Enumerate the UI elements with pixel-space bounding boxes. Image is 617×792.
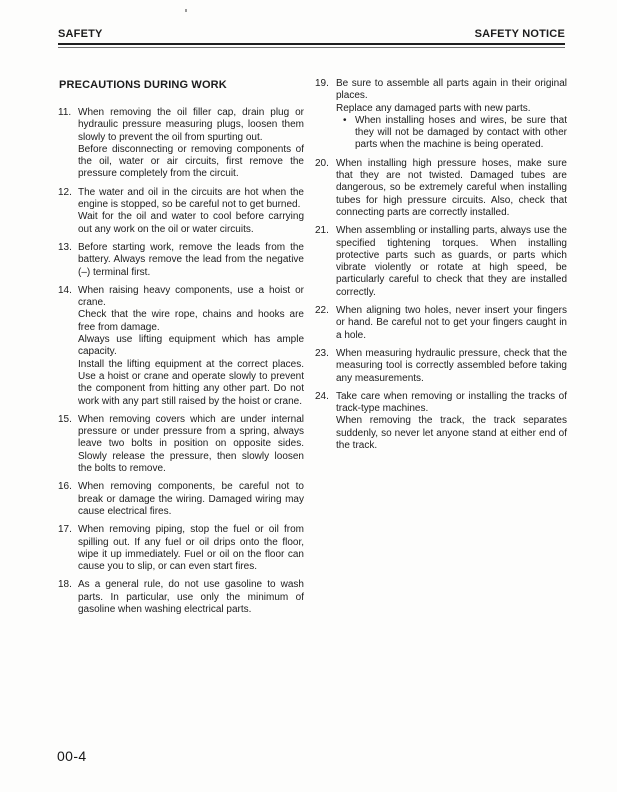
page-content [58, 78, 567, 622]
paragraph: When removing components, be careful not to break or damage the wiring. Damaged wiring may cause electrical fires. [78, 481, 304, 517]
list-item-text [336, 78, 567, 152]
paragraph: Be sure to assemble all parts again in their original places. [336, 78, 567, 102]
paragraph: Before starting work, remove the leads from the battery. Always remove the lead from the negative (–) terminal first. [78, 241, 304, 278]
list-item-text [336, 158, 567, 219]
right-column [315, 78, 567, 622]
list-item [58, 524, 304, 573]
list-item-text [78, 414, 304, 475]
paragraph: When removing the oil filler cap, drain plug or hydraulic pressure measuring plugs, loosen them slowly to prevent the oil from spurting out. [78, 107, 304, 143]
paragraph: Wait for the oil and water to cool before carrying out any work on the oil or water circuits. [78, 211, 304, 235]
list-item-number: 12. [58, 186, 72, 198]
section-title: PRECAUTIONS DURING WORK [59, 79, 227, 91]
list-item-text [336, 225, 567, 299]
paragraph: When removing the track, the track separates suddenly, so never let anyone stand at either end of the track. [336, 415, 567, 452]
list-item [58, 107, 304, 181]
list-item [58, 481, 304, 518]
list-item [58, 579, 304, 616]
header-rule [58, 47, 565, 48]
paragraph: As a general rule, do not use gasoline to wash parts. In particular, use only the minimum of gasoline when washing electrical parts. [78, 579, 304, 615]
paragraph: When measuring hydraulic pressure, check that the measuring tool is correctly assembled before taking any measurements. [336, 347, 567, 384]
list-item [58, 285, 304, 408]
paragraph: Always use lifting equipment which has ample capacity. [78, 334, 304, 358]
list-item-text [78, 285, 304, 408]
paragraph: Install the lifting equipment at the correct places. Use a hoist or crane and operate slowly to prevent the component from hitting any other part. Do not work with any part still raised by the hoist or crane. [78, 358, 304, 407]
list-item-number: 23. [315, 347, 329, 359]
paragraph: When aligning two holes, never insert your fingers or hand. Be careful not to get your fingers caught in a hole. [336, 305, 567, 341]
list-item-text [78, 481, 304, 518]
page-number: 00-4 [57, 748, 87, 764]
list-item-text [78, 187, 304, 236]
list-item-number: 22. [315, 305, 329, 317]
list-item-number: 19. [315, 78, 329, 89]
page-header [58, 28, 565, 45]
left-column [58, 78, 304, 622]
paragraph: Check that the wire rope, chains and hooks are free from damage. [78, 309, 304, 333]
bullet-item [336, 115, 567, 152]
list-item-number: 16. [58, 481, 72, 493]
list-item [315, 225, 567, 299]
list-item-number: 18. [58, 579, 72, 591]
list-item-number: 17. [58, 524, 72, 536]
paragraph: Replace any damaged parts with new parts. [336, 102, 531, 114]
header-section-label: SAFETY [58, 28, 103, 40]
list-item-text [78, 242, 304, 279]
list-item-number: 24. [315, 390, 329, 402]
list-item-text [336, 391, 567, 452]
list-item-number: 20. [315, 157, 329, 169]
list-item-text [78, 579, 304, 616]
paragraph: The water and oil in the circuits are hot when the engine is stopped, so be careful not to get burned. [78, 186, 304, 211]
paragraph: When installing hoses and wires, be sure that they will not be damaged by contact with other parts when the machine is being operated. [355, 114, 567, 151]
list-item [58, 414, 304, 475]
paragraph: When raising heavy components, use a hoist or crane. [78, 284, 304, 309]
paragraph: When assembling or installing parts, always use the specified tightening torques. When installing protective parts such as guards, or parts which vibrate violently or rotate at high speed, be particularly careful to check that they are installed correctly. [336, 225, 567, 298]
paragraph: When installing high pressure hoses, make sure that they are not twisted. Damaged tubes are dangerous, so be extremely careful when installing tubes for high pressure circuits. Also, check that connecting parts are correctly installed. [336, 157, 567, 218]
list-item [315, 158, 567, 219]
list-item-number: 21. [315, 225, 329, 237]
list-item-number: 15. [58, 413, 72, 425]
paragraph: Before disconnecting or removing components of the oil, water or air circuits, first remove the pressure completely from the circuit. [78, 143, 304, 180]
list-item [315, 305, 567, 342]
paragraph: When removing covers which are under internal pressure or under pressure from a spring, always leave two bolts in position on opposite sides. Slowly release the pressure, then slowly loosen the bolts to remove. [78, 413, 304, 475]
list-item [315, 391, 567, 452]
header-chapter-label: SAFETY NOTICE [474, 28, 565, 40]
list-item-text [78, 524, 304, 573]
list-item-text [336, 348, 567, 385]
bullet-icon: • [343, 114, 347, 126]
list-item-number: 14. [58, 284, 72, 296]
list-item-text [78, 107, 304, 181]
paragraph: Take care when removing or installing the tracks of track-type machines. [336, 390, 567, 415]
list-item [315, 78, 567, 152]
list-item [58, 242, 304, 279]
list-item-number: 11. [58, 107, 72, 118]
list-item [315, 348, 567, 385]
list-item-text [336, 305, 567, 342]
scan-speck [185, 9, 187, 12]
list-item [58, 187, 304, 236]
paragraph: When removing piping, stop the fuel or oil from spilling out. If any fuel or oil drips onto the floor, wipe it up immediately. Fuel or oil on the floor can cause you to slip, or can even start fires. [78, 524, 304, 573]
list-item-number: 13. [58, 241, 72, 253]
